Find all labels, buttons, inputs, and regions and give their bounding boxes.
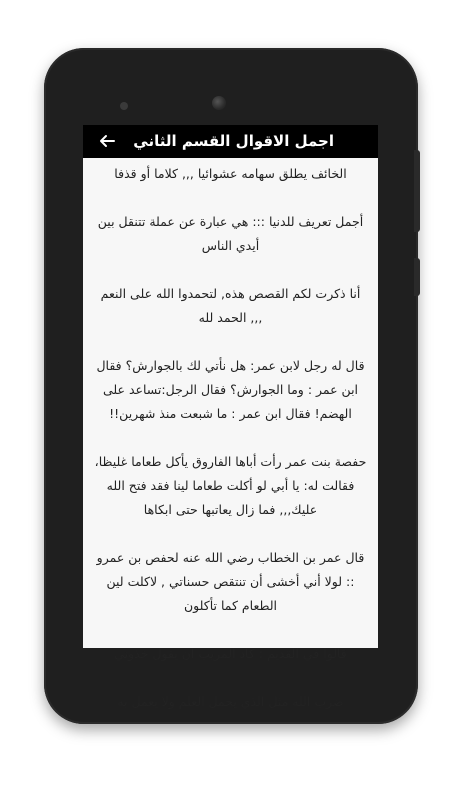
list-item[interactable]: قال عمر بن الخطاب رضي الله عنه لحفص بن عمرو :: لولا أني أخشى أن تنتقص حسناتي , لاكلت لين الطعام كما تأكلون <box>96 550 365 613</box>
list-item[interactable]: أجمل تعريف للدنيا ::: هي عبارة عن عملة تتنقل بين أيدي الناس <box>97 214 364 253</box>
quotes-list-container[interactable] <box>83 158 378 709</box>
list-item[interactable]: قالوا في القديم : كاد المريب ان يقول خذوني <box>114 646 347 661</box>
quotes-list <box>83 158 378 714</box>
front-camera-icon <box>120 102 128 110</box>
volume-button <box>414 150 420 232</box>
list-item[interactable]: حفصة بنت عمر رأت أباها الفاروق يأكل طعاما غليظا، فقالت له: يا أبي لو أكلت طعاما لينا فقد فتح الله عليك,,, فما زال يعاتبها حتى ابكاها <box>94 454 367 517</box>
power-button <box>414 258 420 296</box>
list-item[interactable]: ضرب الله مثل الذي يحمل العلم ولا يعمل به <box>117 694 344 709</box>
list-item[interactable]: قال له رجل لابن عمر: هل نأتي لك بالجوارش؟ فقال ابن عمر : وما الجوارش؟ فقال الرجل:تساعد على الهضم! فقال ابن عمر : ما شبعت منذ شهرين!! <box>96 358 365 421</box>
arrow-left-icon <box>99 133 115 149</box>
list-item[interactable]: الخائف يطلق سهامه عشوائيا ,,, كلاما أو قذفا <box>114 166 347 181</box>
back-button[interactable] <box>95 129 119 153</box>
page-title: اجمل الاقوال القسم الثاني <box>133 132 334 150</box>
app-screen <box>83 125 378 709</box>
app-bar <box>83 125 378 158</box>
speaker-icon <box>212 96 226 110</box>
list-item[interactable]: أنا ذكرت لكم القصص هذه, لتحمدوا الله على النعم ,,, الحمد لله <box>100 286 361 325</box>
